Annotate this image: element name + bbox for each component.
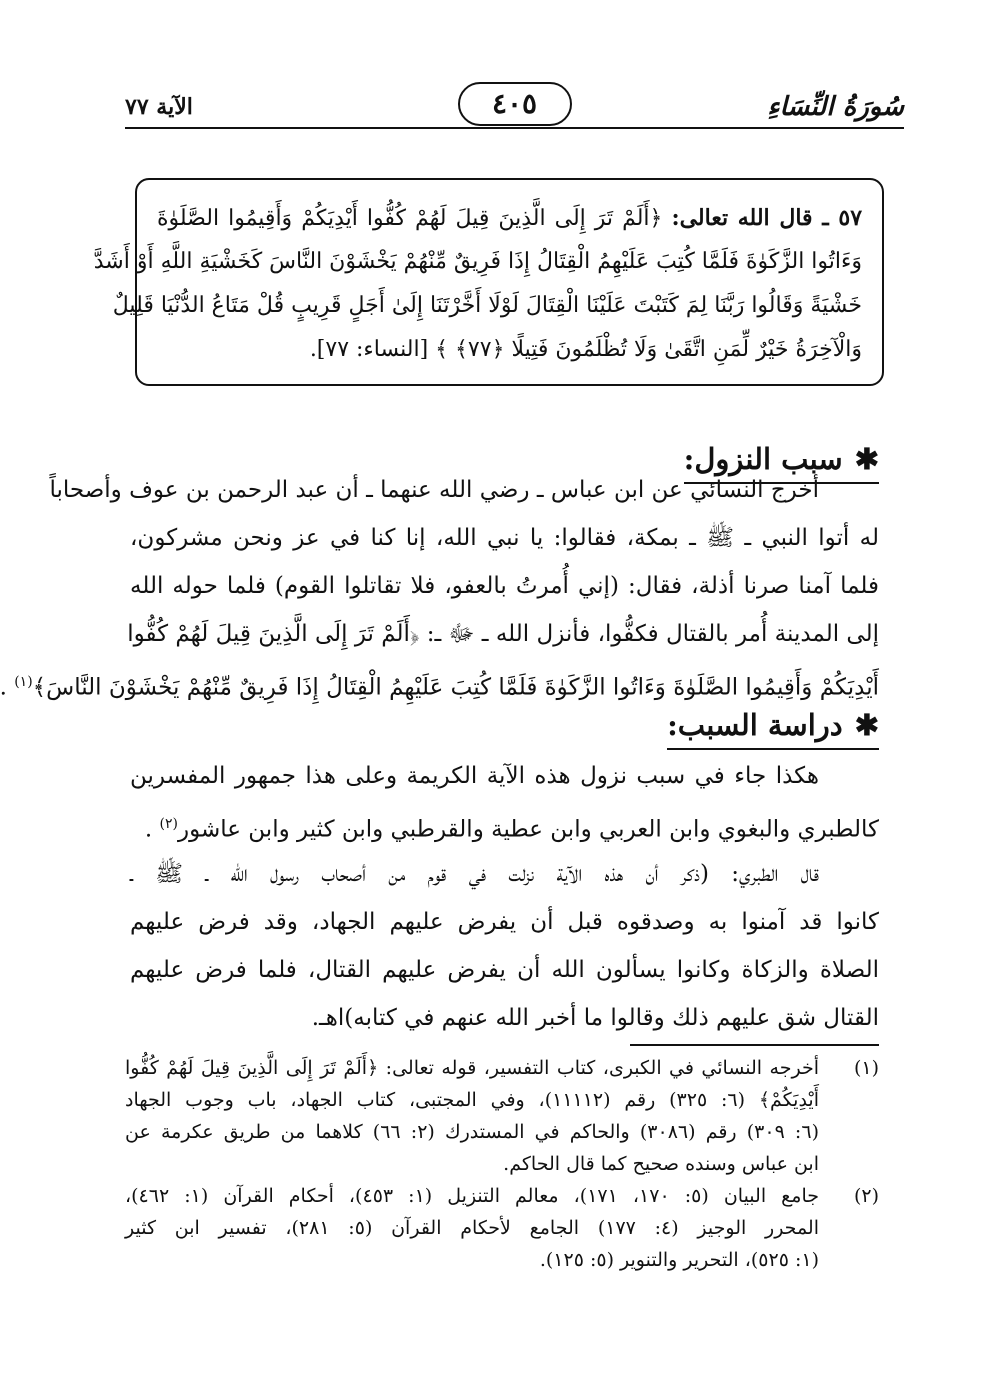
paragraph-line: كالطبري والبغوي وابن العربي وابن عطية والقرطبي وابن كثير وابن عاشور$^{(٢)}$ .	[144, 816, 879, 843]
surah-name: سُورَةُ النِّسَاءِ	[767, 92, 904, 122]
footnote-line: أَيْدِيَكُمْ﴾ (٦: ٣٢٥) رقم (١١١١٢)، وفي المجتبى، كتاب الجهاد، باب وجوب الجهاد	[125, 1089, 819, 1111]
paragraph-line: أَيْدِيَكُمْ وَأَقِيمُوا الصَّلَوٰةَ وَءَاتُوا الزَّكَوٰةَ فَلَمَّا كُتِبَ عَلَيْهِمُ الْقِتَالُ إِذَا فَرِيقٌ مِّنْهُمْ يَخْشَوْنَ النَّاسَ﴾$^{(١)}$ .	[0, 674, 879, 701]
footnote-ref: (١)	[14, 674, 33, 690]
verse-box	[93, 178, 884, 386]
paragraph-line: قال الطبري: (ذكر أن هذه الآية نزلت في قوم من أصحاب رسول الله ـ ﷺ ـ	[130, 861, 819, 887]
verse-line: خَشْيَةً وَقَالُوا رَبَّنَا لِمَ كَتَبْتَ عَلَيْنَا الْقِتَالَ لَوْلَا أَخَّرْتَنَا إِلَىٰ أَجَلٍ قَرِيبٍ قُلْ مَتَاعُ الدُّنْيَا قَلِيلٌ	[112, 293, 862, 318]
section-heading-text: سبب النزول:	[683, 442, 843, 476]
paragraph-line: كانوا قد آمنوا به وصدقوه قبل أن يفرض عليهم الجهاد، وقد فرض عليهم	[130, 909, 879, 935]
section-heading-cause-study	[667, 708, 879, 750]
paragraph-line: القتال شق عليهم ذلك وقالوا ما أخبر الله عنهم في كتابه)اهـ.	[311, 1005, 879, 1031]
page-header	[125, 82, 904, 127]
footnote-line: ابن عباس وسنده صحيح كما قال الحاكم.	[503, 1153, 819, 1175]
cause-study-paragraph-1	[130, 752, 879, 848]
verse-text: ﴿أَلَمْ تَرَ إِلَى الَّذِينَ قِيلَ لَهُمْ كُفُّوا أَيْدِيَكُمْ وَأَقِيمُوا الصَّلَوٰةَ	[157, 206, 663, 231]
verse-line: وَءَاتُوا الزَّكَوٰةَ فَلَمَّا كُتِبَ عَلَيْهِمُ الْقِتَالُ إِذَا فَرِيقٌ مِّنْهُمْ يَخْشَوْنَ النَّاسَ كَخَشْيَةِ اللَّهِ أَوْ أَشَدَّ	[93, 249, 862, 274]
footnote-line: (١: ٥٢٥)، التحرير والتنوير (٥: ١٢٥).	[539, 1249, 819, 1271]
footnote-divider	[630, 1044, 879, 1046]
star-icon: ✱	[854, 708, 879, 742]
footnotes	[125, 1052, 879, 1276]
footnote-2	[125, 1180, 879, 1276]
paragraph-line: إلى المدينة أُمر بالقتال فكفُّوا، فأنزل الله ـ ﷻ ـ: ﴿أَلَمْ تَرَ إِلَى الَّذِينَ قِيلَ لَهُمْ كُفُّوا	[127, 621, 879, 647]
footnote-line: جامع البيان (٥: ١٧٠، ١٧١)، معالم التنزيل (١: ٤٥٣)، أحكام القرآن (١: ٤٦٢)،	[125, 1185, 819, 1207]
footnote-ref: (٢)	[159, 816, 178, 832]
footnote-line: المحرر الوجيز (٤: ١٧٧) الجامع لأحكام القرآن (٥: ٢٨١)، تفسير ابن كثير	[125, 1217, 819, 1239]
page-number: ٤٠٥	[458, 82, 572, 126]
revelation-cause-paragraph	[0, 466, 879, 706]
footnote-number: (١)	[853, 1057, 879, 1079]
paragraph-line: له أتوا النبي ـ ﷺ ـ بمكة، فقالوا: يا نبي الله، إنا كنا في عز ونحن مشركون،	[130, 525, 879, 551]
cause-study-paragraph-2	[130, 850, 879, 1042]
star-icon: ✱	[854, 442, 879, 476]
paragraph-line: أخرج النسائي عن ابن عباس ـ رضي الله عنهما ـ أن عبد الرحمن بن عوف وأصحاباً	[49, 477, 819, 503]
verse-line: وَالْآخِرَةُ خَيْرٌ لِّمَنِ اتَّقَىٰ وَلَا تُظْلَمُونَ فَتِيلًا ﴿٧٧﴾ ﴾ [النساء: ٧٧].	[309, 337, 862, 362]
paragraph-line: فلما آمنا صرنا أذلة، فقال: (إني أُمرتُ بالعفو، فلا تقاتلوا القوم) فلما حوله الله	[130, 573, 879, 599]
section-heading-text: دراسة السبب:	[667, 708, 843, 742]
paragraph-line: الصلاة والزكاة وكانوا يسألون الله أن يفرض عليهم القتال، فلما فرض عليهم	[130, 957, 879, 983]
verse-number-label: ٥٧ ـ قال الله تعالى:	[671, 205, 863, 231]
footnote-line: (٦: ٣٠٩) رقم (٣٠٨٦) والحاكم في المستدرك (٢: ٦٦) كلاهما من طريق عكرمة عن	[125, 1121, 819, 1143]
footnote-1	[125, 1052, 879, 1180]
verse-line	[157, 196, 862, 240]
header-divider	[125, 127, 904, 129]
verse-reference: الآية ٧٧	[125, 94, 193, 120]
paragraph-line-text: كالطبري والبغوي وابن العربي وابن عطية والقرطبي وابن كثير وابن عاشور	[177, 816, 879, 843]
paragraph-line: هكذا جاء في سبب نزول هذه الآية الكريمة وعلى هذا جمهور المفسرين	[130, 763, 819, 789]
paragraph-line-text: أَيْدِيَكُمْ وَأَقِيمُوا الصَّلَوٰةَ وَءَاتُوا الزَّكَوٰةَ فَلَمَّا كُتِبَ عَلَيْهِمُ الْقِتَالُ إِذَا فَرِيقٌ مِّنْهُمْ يَخْشَوْنَ النَّاسَ﴾	[32, 674, 879, 701]
footnote-number: (٢)	[853, 1185, 879, 1207]
footnote-line: أخرجه النسائي في الكبرى، كتاب التفسير، قوله تعالى: ﴿أَلَمْ تَرَ إِلَى الَّذِينَ قِيلَ لَهُمْ كُفُّوا	[125, 1057, 819, 1079]
